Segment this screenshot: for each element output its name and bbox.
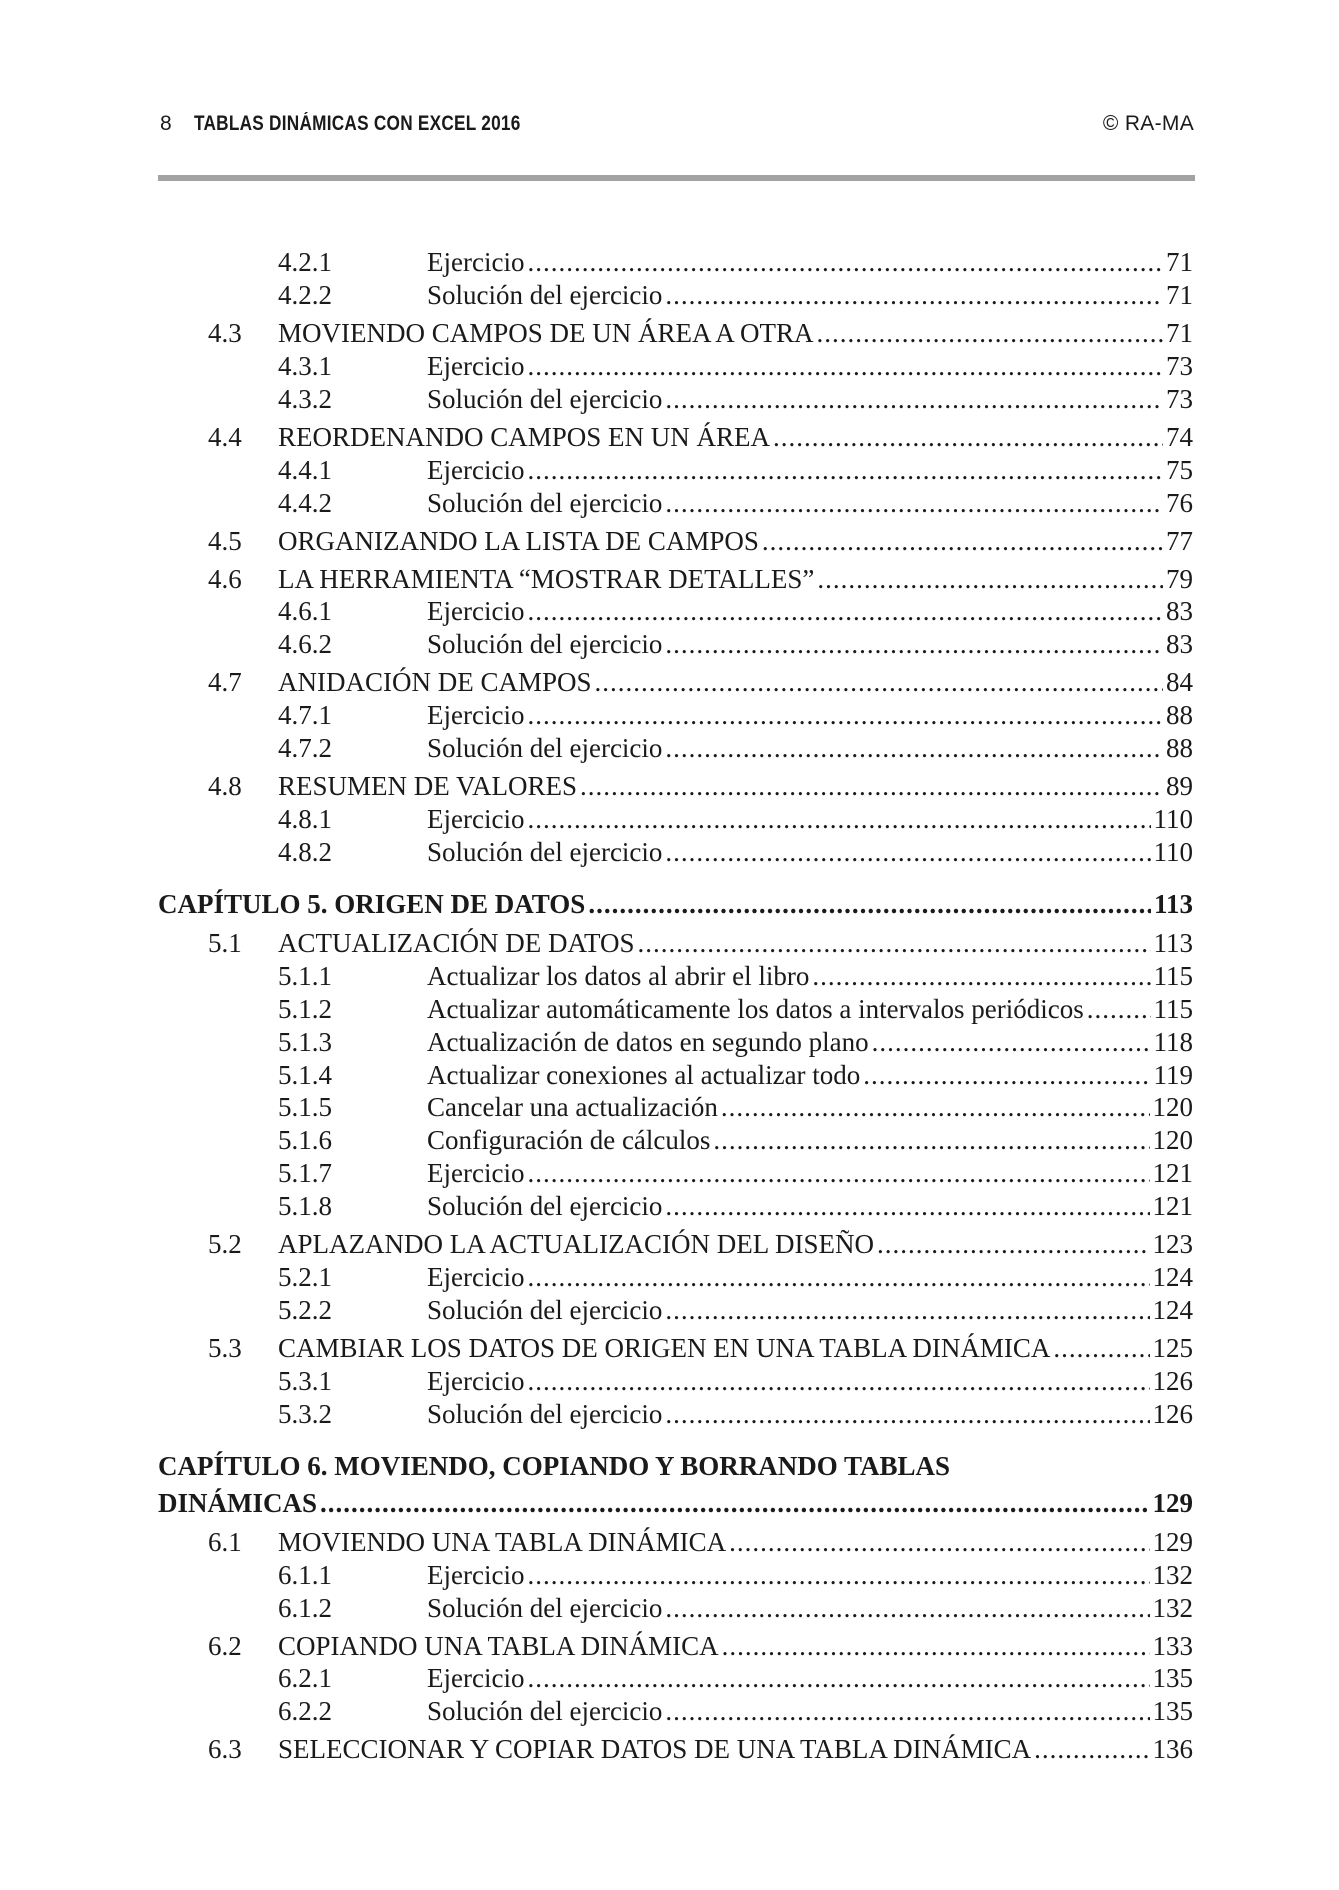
toc-entry-page: 83 [1166,629,1193,660]
toc-entry-number: 4.2.1 [278,247,332,277]
toc-chapter [158,1487,1193,1519]
toc-entry-title: MOVIENDO CAMPOS DE UN ÁREA A OTRA [278,317,814,348]
dot-leader [665,1592,1149,1624]
dot-leader [721,1091,1150,1123]
toc-entry-page: 84 [1166,667,1193,698]
toc-entry-title: Ejercicio [427,700,525,731]
toc-entry [278,1559,1193,1591]
toc-entry-number: 5.1.7 [278,1158,332,1189]
toc-chapter [158,888,1193,920]
toc-entry: 5.2 APLAZANDO LA ACTUALIZACIÓN DEL DISEÑO ..... 123 [208,1228,1193,1260]
dot-leader [713,1124,1149,1156]
toc-entry-number: 5.1.1 [278,960,332,991]
header-rule [158,175,1195,181]
toc-entry-page: 79 [1166,563,1193,594]
toc-entry-page: 121 [1152,1191,1193,1222]
toc-entry-title: APLAZANDO LA ACTUALIZACIÓN DEL DISEÑO [278,1229,874,1260]
toc-entry: 6.3 SELECCIONAR Y COPIAR DATOS DE UNA TABLA DINÁMICA ..... 136 [208,1733,1193,1765]
page-number: 8 [160,112,172,135]
dot-leader [320,1487,1149,1519]
toc-entry: 6.1 MOVIENDO UNA TABLA DINÁMICA ..... 129 [208,1526,1193,1558]
toc-entry-number: 5.1.2 [278,993,332,1024]
publisher: © RA-MA [1102,112,1194,135]
toc-entry-title: Ejercicio [427,1663,525,1694]
toc-entry-page: 132 [1152,1559,1193,1590]
dot-leader [812,960,1150,992]
toc-entry-number: 4.4.2 [278,487,332,518]
toc-entry-title: Cancelar una actualización [427,1092,718,1123]
toc-entry: 4.8 RESUMEN DE VALORES ..... 89 [208,770,1193,802]
dot-leader [722,1630,1150,1662]
dot-leader [665,732,1163,764]
dot-leader [527,595,1163,627]
toc-entry-number: 4.6.2 [278,629,332,660]
dot-leader [773,421,1163,453]
toc-entry [278,454,1193,486]
toc-entry-page: 126 [1152,1365,1193,1396]
toc-entry [278,595,1193,627]
toc-entry-number: 4.8.1 [278,804,332,834]
toc-entry-page: 71 [1166,317,1193,348]
toc-entry-page: 129 [1152,1526,1193,1557]
toc-entry-title: Solución del ejercicio [427,629,663,660]
toc-entry [278,836,1193,868]
toc-entry-number: 4.4.1 [278,454,332,485]
toc-entry-number: 5.3.2 [278,1398,332,1429]
dot-leader [665,836,1150,868]
toc-entry-title: CAMBIAR LOS DATOS DE ORIGEN EN UNA TABLA DINÁMICA [278,1332,1051,1363]
toc-entry-page: 71 [1166,247,1193,277]
dot-leader [665,279,1163,311]
dot-leader [817,317,1163,349]
toc-entry-page: 125 [1152,1332,1193,1363]
toc-entry-page: 135 [1152,1696,1193,1727]
toc-entry-page: 76 [1166,487,1193,518]
toc-entry-title: ACTUALIZACIÓN DE DATOS [278,927,635,958]
dot-leader [665,383,1163,415]
toc-entry-title: LA HERRAMIENTA “MOSTRAR DETALLES” [278,563,815,594]
toc-entry-page: 123 [1152,1229,1193,1260]
dot-leader [527,350,1163,382]
dot-leader [1034,1733,1149,1765]
toc-entry [278,1124,1193,1156]
toc-entry-title: Solución del ejercicio [427,1398,663,1429]
toc-entry-title: Ejercicio [427,1365,525,1396]
dot-leader [877,1228,1150,1260]
toc-entry-page: 88 [1166,700,1193,731]
toc-entry-title: Ejercicio [427,350,525,381]
toc-entry-title: Solución del ejercicio [427,836,663,867]
toc-entry-page: 73 [1166,350,1193,381]
book-title: TABLAS DINÁMICAS CON EXCEL 2016 [194,112,521,135]
toc-entry: 4.7 ANIDACIÓN DE CAMPOS ..... 84 [208,666,1193,698]
toc-entry-page: 118 [1153,1026,1193,1057]
dot-leader [1087,993,1151,1025]
toc-entry-number: 5.2.2 [278,1294,332,1325]
toc-entry [278,699,1193,731]
toc-entry [278,960,1193,992]
toc-entry-number: 4.3.1 [278,350,332,381]
toc-entry-page: 129 [1152,1487,1193,1518]
dot-leader [637,927,1150,959]
toc-entry [278,1365,1193,1397]
toc-entry-number: 4.3.2 [278,383,332,414]
toc-entry-title: ORGANIZANDO LA LISTA DE CAMPOS [278,525,759,556]
dot-leader [527,1365,1149,1397]
toc-entry-page: 132 [1152,1592,1193,1623]
toc-entry-title: Ejercicio [427,804,525,834]
toc-entry-number: 5.1.3 [278,1026,332,1057]
dot-leader [527,803,1150,835]
toc-entry-number: 5.1.5 [278,1092,332,1123]
toc-entry-page: 71 [1166,279,1193,310]
toc-entry-page: 74 [1166,421,1193,452]
toc-entry-page: 120 [1152,1092,1193,1123]
toc-entry-title: Ejercicio [427,1262,525,1292]
toc-entry: 5.1 ACTUALIZACIÓN DE DATOS ..... 113 [208,927,1193,959]
toc-entry-number: 4.7.2 [278,733,332,764]
toc-entry-page: 124 [1152,1262,1193,1292]
dot-leader [665,487,1163,519]
toc-entry: 5.3 CAMBIAR LOS DATOS DE ORIGEN EN UNA TABLA DINÁMICA ..... 125 [208,1332,1193,1364]
toc-entry-number: 4.7.1 [278,700,332,731]
toc-entry [278,628,1193,660]
dot-leader [762,525,1163,557]
toc-entry-page: 73 [1166,383,1193,414]
toc-entry-page: 88 [1166,733,1193,764]
toc-entry: 4.5 ORGANIZANDO LA LISTA DE CAMPOS ..... 77 [208,525,1193,557]
toc-entry [278,1695,1193,1727]
toc-entry-title: Solución del ejercicio [427,1696,663,1727]
toc-entry: 4.4 REORDENANDO CAMPOS EN UN ÁREA ..... 74 [208,421,1193,453]
toc-entry-page: 110 [1153,836,1193,867]
toc-entry-title: Solución del ejercicio [427,1294,663,1325]
toc-entry-title: Ejercicio [427,454,525,485]
toc-entry-number: 5.1.4 [278,1059,332,1090]
toc-entry-page: 77 [1166,525,1193,556]
toc-entry-title: DINÁMICAS [158,1487,318,1518]
toc-entry-page: 113 [1153,927,1193,958]
dot-leader [729,1526,1149,1558]
toc-entry [278,993,1193,1025]
dot-leader [665,1398,1149,1430]
toc-chapter-title-line1: CAPÍTULO 6. MOVIENDO, COPIANDO Y BORRANDO TABLAS [158,1450,951,1481]
toc-entry-title: Actualización de datos en segundo plano [427,1026,869,1057]
dot-leader [580,770,1163,802]
toc-entry-title: ANIDACIÓN DE CAMPOS [278,667,592,698]
toc-entry-page: 115 [1153,960,1193,991]
toc-entry [278,1662,1193,1694]
toc-entry-number: 6.2.2 [278,1696,332,1727]
dot-leader [665,1294,1149,1326]
toc-entry-title: Ejercicio [427,1559,525,1590]
toc-entry [278,1294,1193,1326]
toc-entry-number: 4.8.2 [278,836,332,867]
toc-entry [278,487,1193,519]
toc-entry-title: MOVIENDO UNA TABLA DINÁMICA [278,1526,727,1557]
dot-leader [665,628,1163,660]
dot-leader [527,454,1163,486]
toc-entry-number: 5.2.1 [278,1262,332,1292]
toc-entry-number: 4.6.1 [278,596,332,627]
toc-entry-title: Solución del ejercicio [427,1191,663,1222]
toc-entry-title: Solución del ejercicio [427,279,663,310]
toc-entry-title: CAPÍTULO 5. ORIGEN DE DATOS [158,888,586,919]
toc-entry-title: Solución del ejercicio [427,487,663,518]
toc-entry-title: REORDENANDO CAMPOS EN UN ÁREA [278,421,771,452]
toc-entry [278,1091,1193,1123]
dot-leader [872,1026,1151,1058]
toc-entry-title: Ejercicio [427,1158,525,1189]
toc-entry-title: SELECCIONAR Y COPIAR DATOS DE UNA TABLA DINÁMICA [278,1734,1032,1765]
toc-entry [278,1190,1193,1222]
toc-entry [278,1592,1193,1624]
toc-entry-page: 124 [1152,1294,1193,1325]
toc-entry-page: 113 [1153,888,1193,919]
dot-leader [863,1059,1150,1091]
dot-leader [665,1695,1149,1727]
toc-entry [278,1157,1193,1189]
toc-entry [278,279,1193,311]
toc-entry-page: 83 [1166,596,1193,627]
dot-leader [527,1261,1149,1293]
dot-leader [1053,1332,1149,1364]
toc-entry-page: 133 [1152,1630,1193,1661]
toc-entry-number: 6.1.2 [278,1592,332,1623]
toc-entry-page: 136 [1152,1734,1193,1765]
toc-entry-title: Solución del ejercicio [427,733,663,764]
dot-leader [817,563,1163,595]
toc-entry [278,1261,1193,1293]
toc-entry [278,1026,1193,1058]
toc-entry-title: RESUMEN DE VALORES [278,771,578,802]
toc-entry-page: 115 [1153,993,1193,1024]
toc-entry-title: Configuración de cálculos [427,1125,711,1156]
dot-leader [527,1662,1149,1694]
dot-leader [527,1157,1149,1189]
dot-leader [527,1559,1149,1591]
toc-entry-page: 121 [1152,1158,1193,1189]
toc-entry-page: 120 [1152,1125,1193,1156]
toc-entry [278,732,1193,764]
toc-entry [278,803,1193,835]
running-head [160,112,1194,152]
dot-leader [588,888,1151,920]
dot-leader [527,246,1163,278]
toc-entry-number: 5.1.6 [278,1125,332,1156]
toc-entry [278,1398,1193,1430]
toc-entry-page: 110 [1153,804,1193,834]
dot-leader [665,1190,1149,1222]
toc-entry-number: 4.2.2 [278,279,332,310]
dot-leader [595,666,1163,698]
toc-entry-title: Actualizar los datos al abrir el libro [427,960,810,991]
toc-entry [278,1059,1193,1091]
toc-entry-page: 89 [1166,771,1193,802]
toc-entry [278,350,1193,382]
toc-entry [278,246,1193,278]
toc-entry: 6.2 COPIANDO UNA TABLA DINÁMICA ..... 133 [208,1630,1193,1662]
toc-entry-number: 5.3.1 [278,1365,332,1396]
dot-leader [527,699,1163,731]
toc-entry-page: 119 [1153,1059,1193,1090]
toc-entry-number: 5.1.8 [278,1191,332,1222]
toc-entry-title: Actualizar conexiones al actualizar todo [427,1059,861,1090]
toc-entry-number: 6.1.1 [278,1559,332,1590]
toc-entry-page: 126 [1152,1398,1193,1429]
toc-entry-page: 75 [1166,454,1193,485]
toc-entry: 4.6 LA HERRAMIENTA “MOSTRAR DETALLES” ..... 79 [208,563,1193,595]
toc-entry-title: Solución del ejercicio [427,1592,663,1623]
toc-entry-title: COPIANDO UNA TABLA DINÁMICA [278,1630,719,1661]
toc-entry-title: Actualizar automáticamente los datos a intervalos periódicos [427,993,1084,1024]
toc-entry-title: Ejercicio [427,596,525,627]
toc-entry-number: 6.2.1 [278,1663,332,1694]
toc-entry [278,383,1193,415]
toc-entry-page: 135 [1152,1663,1193,1694]
toc-entry-title: Solución del ejercicio [427,383,663,414]
toc-entry: 4.3 MOVIENDO CAMPOS DE UN ÁREA A OTRA ..... 71 [208,317,1193,349]
toc-entry-title: Ejercicio [427,247,525,277]
